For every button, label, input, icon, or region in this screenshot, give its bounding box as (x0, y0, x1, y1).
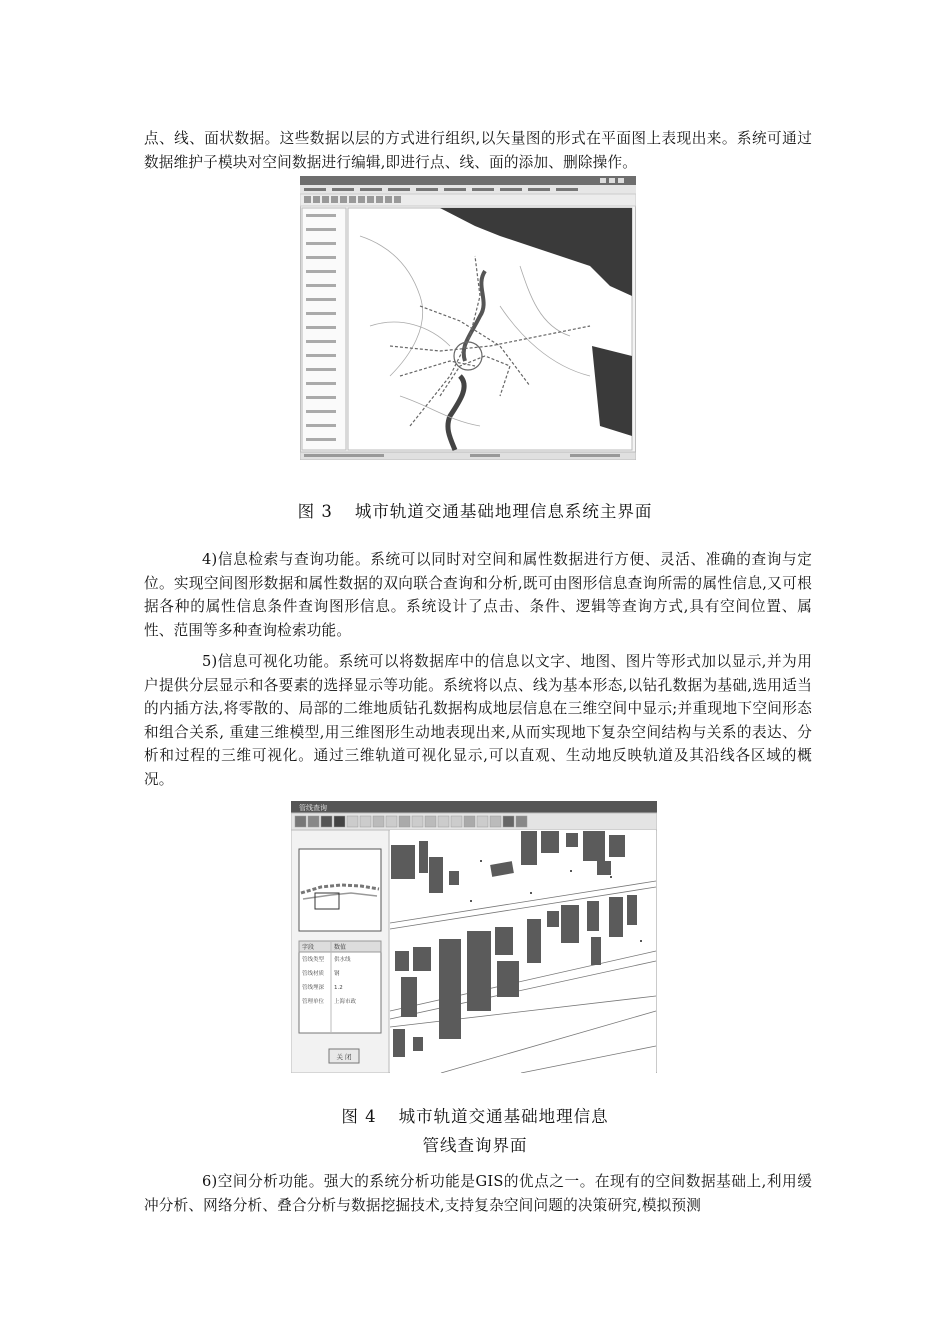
paragraph-5: 5)信息可视化功能。系统可以将数据库中的信息以文字、地图、图片等形式加以显示,并为用户提供分层显示和各要素的选择显示等功能。系统将以点、线为基本形态,以钻孔数据为基础,选用适当的内插方法,将零散的、局部的二维地质钻孔数据构成地层信息在三维空间中显示;并重现地下空间形态和组合关系, 重建三维模型,用三维图形生动地表现出来,从而实现地下复杂空间结构与关系的表达、分析和过程的三维可视化。通过三维轨道可视化显示,可以直观、生动地反映轨道及其沿线各区域的概况。 (144, 653, 812, 788)
figure-4-number: 图 4 (341, 1107, 377, 1126)
table-header-value: 数值 (334, 944, 347, 951)
table-cell: 管线埋深 (302, 985, 325, 991)
table-cell: 1.2 (334, 985, 343, 991)
figure-3-screenshot (300, 176, 636, 460)
paragraph-6: 6)空间分析功能。强大的系统分析功能是GIS的优点之一。在现有的空间数据基础上,利用缓冲分析、网络分析、叠合分析与数据挖掘技术,支持复杂空间问题的决策研究,模拟预测 (144, 1173, 812, 1214)
figure-4-caption-line1 (0, 1103, 950, 1127)
paragraph-intro: 点、线、面状数据。这些数据以层的方式进行组织,以矢量图的形式在平面图上表现出来。系统可通过数据维护子模块对空间数据进行编辑,即进行点、线、面的添加、删除操作。 (144, 130, 812, 171)
figure-3-caption (0, 498, 950, 522)
table-cell: 管理单位 (302, 999, 325, 1005)
figure-4-screenshot (291, 801, 657, 1073)
figure-4-panel-title: 管线查询 (299, 804, 327, 812)
figure-3-number: 图 3 (297, 502, 333, 521)
table-cell: 上海市政 (334, 999, 357, 1005)
figure-4-caption-text: 城市轨道交通基础地理信息 (398, 1107, 609, 1126)
table-cell: 管线类型 (302, 957, 325, 963)
close-button-label: 关 闭 (336, 1053, 352, 1061)
table-cell: 供水线 (334, 957, 351, 963)
figure-3-caption-text: 城市轨道交通基础地理信息系统主界面 (354, 502, 653, 521)
table-header-field: 字段 (302, 944, 315, 951)
table-cell: 管线材质 (302, 971, 325, 977)
figure-4-caption-line2: 管线查询界面 (422, 1136, 528, 1155)
table-cell: 钢 (334, 971, 340, 977)
paragraph-4: 4)信息检索与查询功能。系统可以同时对空间和属性数据进行方便、灵活、准确的查询与定位。实现空间图形数据和属性数据的双向联合查询和分析,既可由图形信息查询所需的属性信息,又可根据各种的属性信息条件查询图形信息。系统设计了点击、条件、逻辑等查询方式,具有空间位置、属性、范围等多种查询检索功能。 (144, 551, 812, 639)
